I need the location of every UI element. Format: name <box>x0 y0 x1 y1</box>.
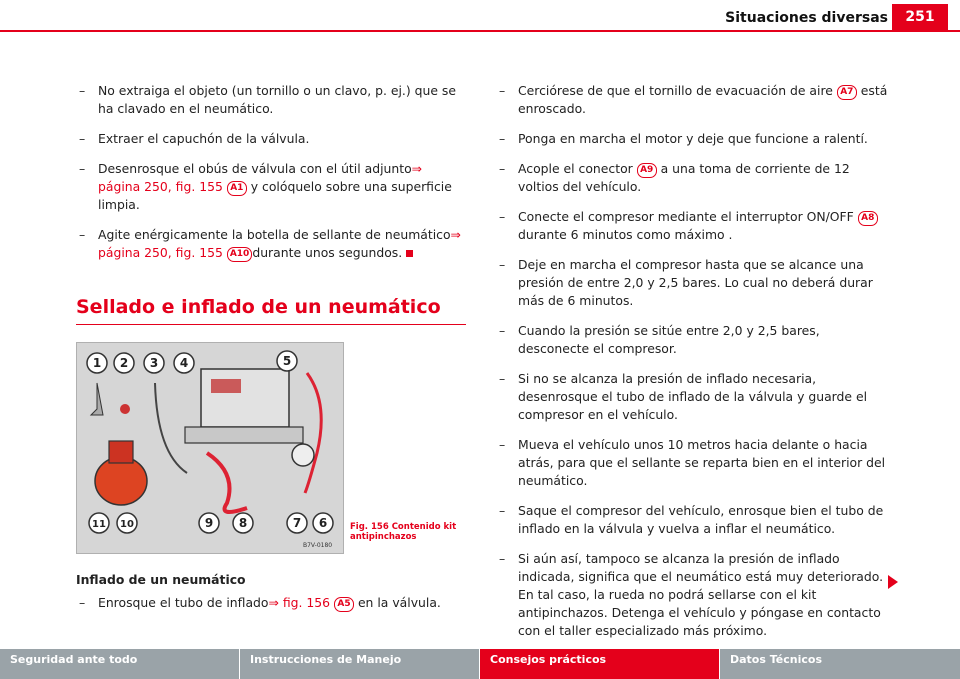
left-lower-list <box>76 594 468 624</box>
footer-nav <box>0 649 960 679</box>
list-item: – Cuando la presión se sitúe entre 2,0 y 2,5 bares, desconecte el compresor. <box>496 322 892 358</box>
list-item: – Mueva el vehículo unos 10 metros hacia delante o hacia atrás, para que el sellante se reparta bien en el interior del neumático. <box>496 436 892 490</box>
figure-label: 11 <box>92 519 106 530</box>
arrow-icon: ⇒ <box>411 161 423 176</box>
header-rule <box>0 30 960 32</box>
cross-reference-link[interactable]: fig. 156 <box>282 595 331 610</box>
figure-label: 9 <box>204 516 214 530</box>
callout-badge: A8 <box>858 211 878 226</box>
tab-instrucciones[interactable]: Instrucciones de Manejo <box>240 649 480 679</box>
figure-label: 4 <box>179 356 189 370</box>
figure-label: 2 <box>119 356 129 370</box>
callout-badge: A9 <box>637 163 657 178</box>
tab-seguridad[interactable]: Seguridad ante todo <box>0 649 240 679</box>
kit-illustration <box>77 343 343 553</box>
left-instruction-list <box>76 82 468 274</box>
figure-label: 3 <box>149 356 159 370</box>
list-item: – Desenrosque el obús de válvula con el útil adjunto⇒ página 250, fig. 155 A1 y colóquelo sobre una superficie limpia. <box>76 160 468 214</box>
arrow-icon: ⇒ <box>268 595 279 610</box>
list-item: – Deje en marcha el compresor hasta que se alcance una presión de entre 2,0 y 2,5 bares. Lo cual no deberá durar más de 6 minutos. <box>496 256 892 310</box>
callout-badge: A5 <box>334 597 354 612</box>
section-title: Sellado e inflado de un neumático <box>76 296 466 325</box>
figure-label: 7 <box>292 516 302 530</box>
figure-code: B7V-0180 <box>303 542 333 549</box>
figure-label: 5 <box>282 354 292 368</box>
list-item: – No extraiga el objeto (un tornillo o un clavo, p. ej.) que se ha clavado en el neumático. <box>76 82 468 118</box>
list-item: – Enrosque el tubo de inflado⇒ fig. 156 A5 en la válvula. <box>76 594 468 612</box>
list-item: – Extraer el capuchón de la válvula. <box>76 130 468 148</box>
list-item: – Conecte el compresor mediante el interruptor ON/OFF A8 durante 6 minutos como máximo . <box>496 208 892 244</box>
cross-reference-link[interactable]: página 250, fig. 155 <box>98 179 223 194</box>
callout-badge: A7 <box>837 85 857 100</box>
figure-label: 8 <box>238 516 248 530</box>
page-number: 251 <box>892 4 948 30</box>
cross-reference-link[interactable]: página 250, fig. 155 <box>98 245 223 260</box>
right-instruction-list <box>496 82 892 652</box>
callout-badge: A10 <box>227 247 253 262</box>
running-header-title: Situaciones diversas <box>725 10 888 26</box>
figure-caption: Fig. 156 Contenido kit antipinchazos <box>350 522 457 542</box>
subheading: Inflado de un neumático <box>76 572 246 587</box>
next-page-arrow-icon[interactable] <box>888 575 898 589</box>
list-item: – Acople el conector A9 a una toma de corriente de 12 voltios del vehículo. <box>496 160 892 196</box>
list-item: – Si aún así, tampoco se alcanza la presión de inflado indicada, significa que el neumático está muy deteriorado. En tal caso, la rueda no podrá sellarse con el kit antipinchazos. Detenga el vehículo y póngase en contacto con el taller especializado más próximo. <box>496 550 892 640</box>
list-item: – Si no se alcanza la presión de inflado necesaria, desenrosque el tubo de inflado de la válvula y guarde el compresor en el vehículo. <box>496 370 892 424</box>
tab-datos[interactable]: Datos Técnicos <box>720 649 960 679</box>
figure-label: 1 <box>92 356 102 370</box>
list-item: – Saque el compresor del vehículo, enrosque bien el tubo de inflado en la válvula y vuelva a inflar el neumático. <box>496 502 892 538</box>
section-end-marker <box>406 250 413 257</box>
callout-badge: A1 <box>227 181 247 196</box>
figure-image <box>76 342 344 554</box>
figure-label: 6 <box>318 516 328 530</box>
list-item: – Ponga en marcha el motor y deje que funcione a ralentí. <box>496 130 892 148</box>
tab-consejos[interactable]: Consejos prácticos <box>480 649 720 679</box>
arrow-icon: ⇒ <box>450 227 461 242</box>
figure-label: 10 <box>120 519 134 530</box>
list-item: – Agite enérgicamente la botella de sellante de neumático⇒ página 250, fig. 155 A10 durante unos segundos. <box>76 226 468 262</box>
list-item: – Cerciórese de que el tornillo de evacuación de aire A7 está enroscado. <box>496 82 892 118</box>
